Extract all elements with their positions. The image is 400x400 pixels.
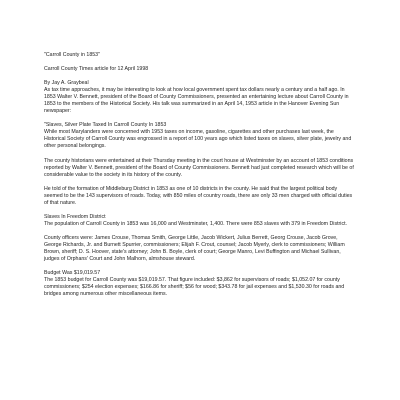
source-line: Carroll County Times article for 12 April 1998 (44, 66, 149, 73)
paragraph-districts: He told of the formation of Middleburg District in 1853 as one of 10 districts in the county. He said that the largest political body seemed to be the 143 supervisors of roads. Today, with 850 miles of country roads, there are only 33 men charged with official duties of that nature. (44, 185, 353, 206)
document-title: "Carroll County in 1853" (44, 52, 100, 58)
intro-paragraph: As tax time approaches, it may be interesting to look at how local government spent tax dollars nearly a century and a half ago. In 1853 Walter V. Bennett, president of the Board of County Commissioners, presented an entertaining lecture about Carroll County in 1853 to the members of the Historical Society. His talk was summarized in an April 14, 1953 article in the Hanover Evening Sun newspaper: (44, 87, 349, 115)
paragraph-meeting: The county historians were entertained at their Thursday meeting in the court house at Westminster by an account of 1853 conditions reported by Walter V. Bennett, president of the Board of County Commissioners. Bennett had just completed research which will be of considerable value to the society in its history of the county. (44, 157, 354, 178)
officers-paragraph: County officers were: James Crouse, Thomas Smith, George Little, Jacob Wickert, Julius Berrett, Georg Crouse, Jacob Grove, George Richards, Jr. and Burnett Spurrier, commissioners; Elijah F. Crout, counsel; Jacob Myerly, clerk to commissioners; William Brown, sheriff; D. S. Hoover, state's attorney; John B. Boyle, clerk of court; George Manro, Levi Buffington and Michael Sullivan, judges of Orphans' Court and John Malhorn, almshouse steward. (44, 234, 345, 263)
quote-paragraph: While most Marylanders were concerned with 1953 taxes on income, gasoline, cigarettes and other purchases last week, the Historical Society of Carroll County was engrossed in a report of 100 years ago which listed taxes on slaves, silver plate, jewelry and other personal belongings. (44, 129, 352, 150)
budget-heading: Budget Was $19,019.57 (44, 270, 101, 277)
byline-block (44, 80, 356, 115)
budget-paragraph: The 1853 budget for Carroll County was $19,019.57. That figure included: $3,862 for supervisors of roads; $1,052.07 for county commissioners; $254 election expenses; $166.86 for sheriff; $56 for wood; $343.78 for jail expenses and $1,530.30 for roads and bridges among numerous other miscellaneous items. (44, 277, 345, 298)
slaves-heading: Slaves In Freedom District (44, 213, 106, 220)
byline: By Jay A. Graybeal (44, 80, 89, 87)
budget-block (44, 270, 356, 298)
slaves-paragraph: The population of Carroll County in 1853 was 16,000 and Westminster, 1,400. There were 853 slaves with 379 in Freedom District. (44, 220, 348, 227)
quote-heading: "Slaves, Silver Plate Taxed In Carroll County In 1853 (44, 122, 167, 129)
slaves-block (44, 214, 356, 228)
quote-block (44, 122, 356, 150)
